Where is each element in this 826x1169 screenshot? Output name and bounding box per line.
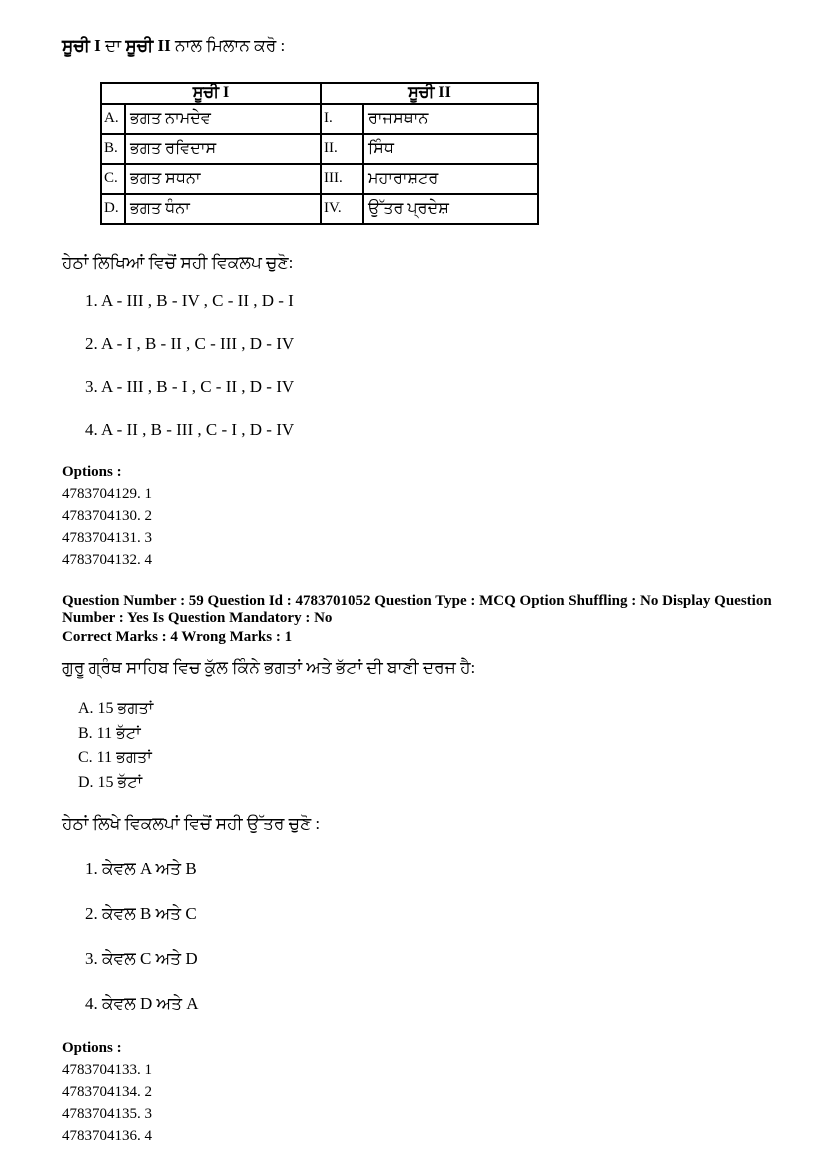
q2-option-id-2: 4783704134. 2	[62, 1084, 152, 1100]
table-header-list2: ਸੂਚੀ II	[321, 83, 538, 104]
row-numeral: III.	[321, 164, 363, 194]
q2-list-option-c: C. 11 ਭਗਤਾਂ	[78, 749, 152, 766]
q2-list-option-b: B. 11 ਭੱਟਾਂ	[78, 724, 141, 742]
table-header-list1: ਸੂਚੀ I	[101, 83, 321, 104]
row-place: ਸਿੰਧ	[363, 134, 538, 164]
q2-choice-3: 3. ਕੇਵਲ C ਅਤੇ D	[85, 949, 198, 968]
q2-list-options	[62, 697, 826, 795]
row-letter: B.	[101, 134, 125, 164]
row-name: ਭਗਤ ਨਾਮਦੇਵ	[125, 104, 321, 134]
match-lists-heading	[62, 34, 826, 58]
question-metadata	[62, 593, 818, 646]
row-numeral: I.	[321, 104, 363, 134]
heading-connector: ਦਾ	[100, 36, 126, 55]
row-name: ਭਗਤ ਧੰਨਾ	[125, 194, 321, 224]
q2-options-label: Options :	[62, 1040, 122, 1056]
row-numeral: IV.	[321, 194, 363, 224]
row-letter: D.	[101, 194, 125, 224]
q1-choose-instruction: ਹੇਠਾਂ ਲਿਖਿਆਂ ਵਿਚੋਂ ਸਹੀ ਵਿਕਲਪ ਚੁਣੋ:	[62, 253, 294, 272]
q1-option-id-1: 4783704129. 1	[62, 486, 152, 502]
table-row	[101, 134, 538, 164]
q1-option-id-2: 4783704130. 2	[62, 508, 152, 524]
row-letter: C.	[101, 164, 125, 194]
row-numeral: II.	[321, 134, 363, 164]
q2-choice-1: 1. ਕੇਵਲ A ਅਤੇ B	[85, 859, 197, 878]
q2-list-option-a: A. 15 ਭਗਤਾਂ	[78, 700, 154, 717]
q2-option-id-3: 4783704135. 3	[62, 1106, 152, 1122]
list1-label: ਸੂਚੀ I	[62, 36, 101, 55]
q1-choice-4: 4. A - II , B - III , C - I , D - IV	[85, 420, 295, 439]
row-letter: A.	[101, 104, 125, 134]
q2-list-option-d: D. 15 ਭੱਟਾਂ	[78, 773, 143, 791]
q1-choices	[62, 291, 826, 440]
row-place: ਰਾਜਸਥਾਨ	[363, 104, 538, 134]
q1-choice-2: 2. A - I , B - II , C - III , D - IV	[85, 334, 295, 353]
q1-options-label: Options :	[62, 464, 122, 480]
row-place: ਉੱਤਰ ਪ੍ਰਦੇਸ਼	[363, 194, 538, 224]
q1-choice-1: 1. A - III , B - IV , C - II , D - I	[85, 291, 294, 310]
table-header-row	[101, 83, 538, 104]
q1-choice-3: 3. A - III , B - I , C - II , D - IV	[85, 377, 295, 396]
q1-option-id-4: 4783704132. 4	[62, 552, 152, 568]
heading-rest: ਨਾਲ ਮਿਲਾਨ ਕਰੋ :	[170, 36, 286, 55]
q1-option-id-3: 4783704131. 3	[62, 530, 152, 546]
q2-choices	[62, 859, 826, 1014]
q2-option-id-4: 4783704136. 4	[62, 1128, 152, 1144]
table-row	[101, 164, 538, 194]
row-name: ਭਗਤ ਸਧਨਾ	[125, 164, 321, 194]
match-table	[100, 82, 539, 225]
row-place: ਮਹਾਰਾਸ਼ਟਰ	[363, 164, 538, 194]
q2-option-id-1: 4783704133. 1	[62, 1062, 152, 1078]
table-row	[101, 194, 538, 224]
q2-question-text: ਗੁਰੂ ਗ੍ਰੰਥ ਸਾਹਿਬ ਵਿਚ ਕੁੱਲ ਕਿੰਨੇ ਭਗਤਾਂ ਅਤੇ ਭੱਟਾਂ ਦੀ ਬਾਣੀ ਦਰਜ ਹੈ:	[62, 658, 476, 677]
question-metadata-line: Question Number : 59 Question Id : 4783701052 Question Type : MCQ Option Shuffling : No Display Question Number : Yes Is Question Mandatory : No	[62, 593, 772, 626]
list2-label: ਸੂਚੀ II	[125, 36, 171, 55]
question-marks-line: Correct Marks : 4 Wrong Marks : 1	[62, 629, 293, 645]
row-name: ਭਗਤ ਰਵਿਦਾਸ	[125, 134, 321, 164]
q2-choice-2: 2. ਕੇਵਲ B ਅਤੇ C	[85, 904, 197, 923]
q2-choice-4: 4. ਕੇਵਲ D ਅਤੇ A	[85, 994, 199, 1013]
table-row	[101, 104, 538, 134]
q2-choose-instruction: ਹੇਠਾਂ ਲਿਖੇ ਵਿਕਲਪਾਂ ਵਿਚੋਂ ਸਹੀ ਉੱਤਰ ਚੁਣੋ :	[62, 814, 321, 833]
